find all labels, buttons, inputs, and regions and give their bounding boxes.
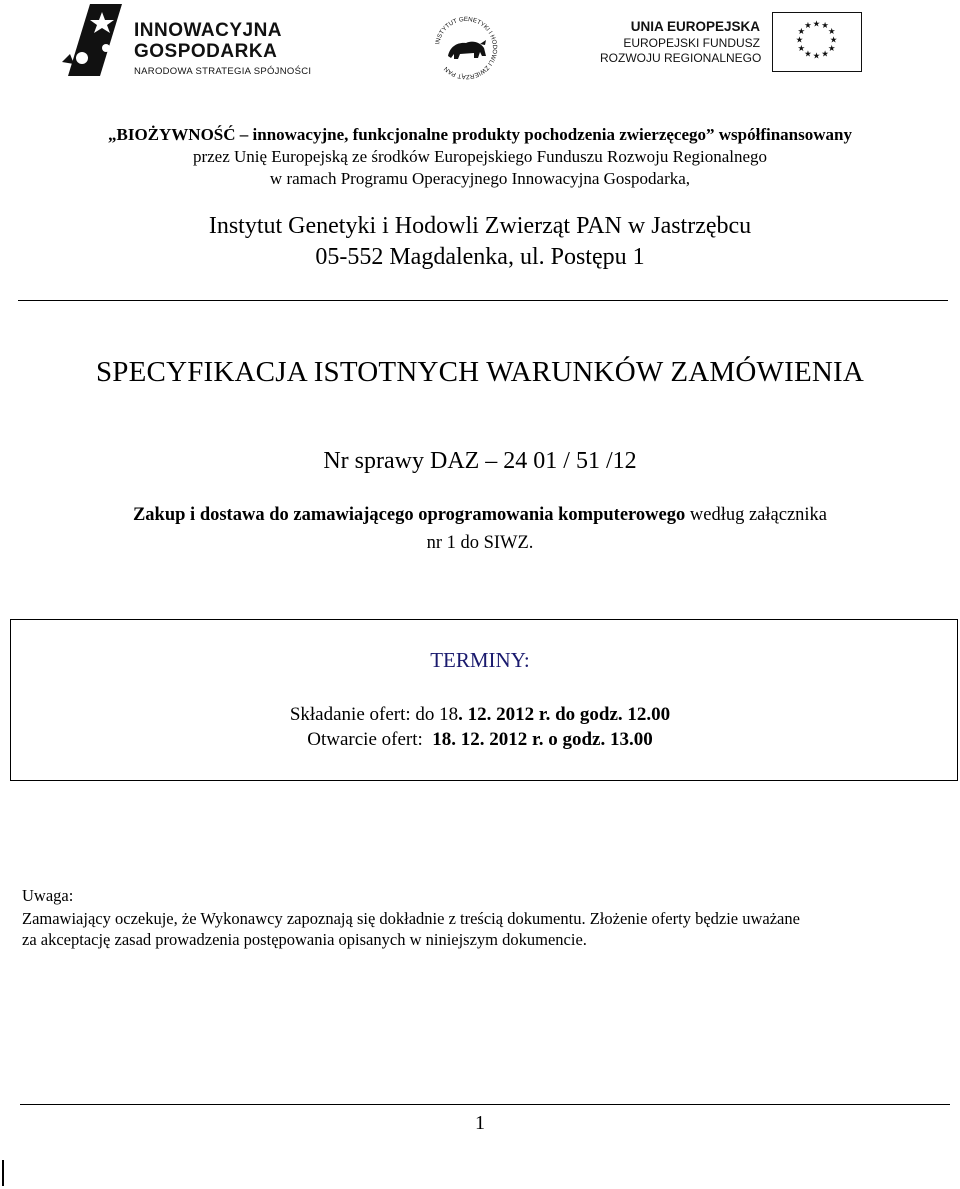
svg-text:★: ★ (795, 35, 804, 46)
svg-text:★: ★ (821, 21, 829, 32)
submission-label: Składanie ofert: do 18 (289, 704, 459, 725)
terms-heading: TERMINY: (430, 648, 530, 672)
header-divider (18, 300, 948, 301)
opening-date: 18. 12. 2012 r. o godz. 13.00 (432, 729, 653, 750)
terms-box (10, 619, 958, 781)
subject-bold-text: Zakup i dostawa do zamawiającego oprogramowania komputerowego (132, 505, 686, 525)
project-title-line-3: w ramach Programu Operacyjnego Innowacyjna Gospodarka, (269, 169, 691, 188)
project-title-line-1: „BIOŻYWNOŚĆ – innowacyjne, funkcjonalne produkty pochodzenia zwierzęcego” współfinansowany (108, 125, 852, 144)
innowacyjna-gospodarka-emblem-icon (60, 2, 126, 80)
submission-date: . 12. 2012 r. do godz. 12.00 (458, 704, 671, 725)
logo-text-innowacyjna: INNOWACYJNA (134, 20, 283, 41)
note-label: Uwaga: (22, 886, 74, 905)
svg-text:★: ★ (804, 21, 812, 32)
subject-rest-text: według załącznika (685, 505, 828, 525)
eu-text-fundusz: EUROPEJSKI FUNDUSZ (623, 36, 760, 50)
eu-text-rozwoj: ROZWOJU REGIONALNEGO (600, 51, 762, 65)
institute-name: Instytut Genetyki i Hodowli Zwierząt PAN w Jastrzębcu (208, 213, 752, 239)
note-line-1: Zamawiający oczekuje, że Wykonawcy zapoznają się dokładnie z treścią dokumentu. Złożenie oferty będzie uważane (22, 909, 800, 928)
eu-fund-logo (600, 10, 865, 72)
svg-text:★: ★ (797, 26, 806, 37)
svg-text:★: ★ (829, 35, 838, 46)
logo-text-strategia: NARODOWA STRATEGIA SPÓJNOŚCI (134, 66, 312, 77)
subject-line-2: nr 1 do SIWZ. (426, 533, 534, 553)
svg-text:★: ★ (821, 49, 829, 60)
svg-text:★: ★ (827, 44, 836, 55)
note-line-2: za akceptację zasad prowadzenia postępowania opisanych w niniejszym dokumencie. (22, 930, 587, 949)
institute-seal-logo (430, 12, 502, 84)
document-title: SPECYFIKACJA ISTOTNYCH WARUNKÓW ZAMÓWIENIA (95, 356, 865, 388)
terms-opening (0, 728, 960, 752)
terms-submission (0, 703, 960, 727)
institute-address: 05-552 Magdalenka, ul. Postępu 1 (315, 244, 645, 270)
subject-line-1 (0, 502, 960, 528)
svg-text:★: ★ (812, 19, 821, 30)
innowacyjna-gospodarka-logo (60, 2, 330, 80)
svg-text:★: ★ (812, 51, 821, 62)
svg-text:★: ★ (797, 44, 806, 55)
bison-seal-icon (430, 12, 502, 84)
footer-divider (20, 1104, 950, 1105)
seal-ring-text: INSTYTUT GENETYKI I HODOWLI ZWIERZĄT PAN (434, 15, 499, 81)
opening-label: Otwarcie ofert: (307, 729, 433, 750)
logo-text-gospodarka: GOSPODARKA (134, 41, 278, 62)
svg-text:★: ★ (827, 26, 836, 37)
page-number: 1 (475, 1112, 485, 1134)
project-title-line-2: przez Unię Europejską ze środków Europejskiego Funduszu Rozwoju Regionalnego (192, 147, 768, 166)
eu-flag-icon (772, 12, 862, 72)
eu-text-unia: UNIA EUROPEJSKA (630, 19, 760, 34)
svg-text:★: ★ (804, 49, 812, 60)
case-number: Nr sprawy DAZ – 24 01 / 51 /12 (323, 448, 637, 474)
margin-marker (2, 1160, 4, 1186)
